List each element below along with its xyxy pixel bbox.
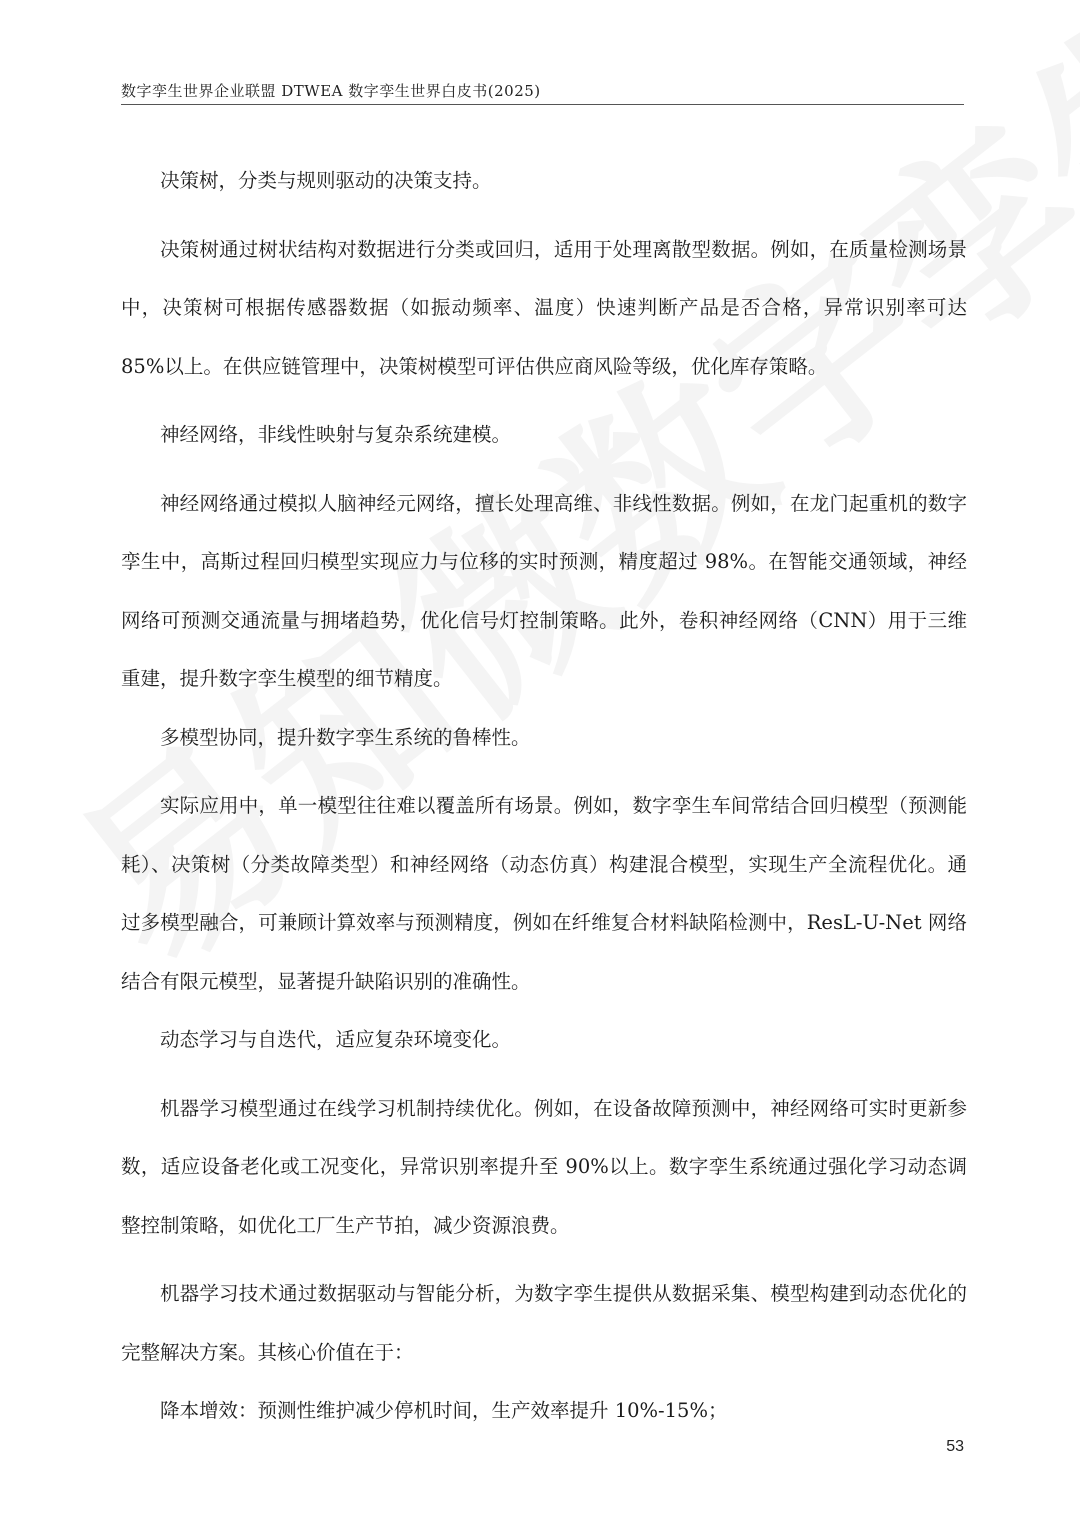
paragraph-neural-network: 神经网络通过模拟人脑神经元网络，擅长处理高维、非线性数据。例如，在龙门起重机的数字孪生中，高斯过程回归模型实现应力与位移的实时预测，精度超过 98%。在智能交通领域，神经网络可预测交通流量与拥堵趋势，优化信号灯控制策略。此外，卷积神经网络（CNN）用于三维重建，提升数字孪生模型的细节精度。 [121,491,967,690]
paragraph-dynamic-learning: 机器学习模型通过在线学习机制持续优化。例如，在设备故障预测中，神经网络可实时更新参数，适应设备老化或工况变化，异常识别率提升至 90%以上。数字孪生系统通过强化学习动态调整控制策略，如优化工厂生产节拍，减少资源浪费。 [121,1096,967,1237]
paragraph-summary: 机器学习技术通过数据驱动与智能分析，为数字孪生提供从数据采集、模型构建到动态优化的完整解决方案。其核心价值在于： [121,1282,967,1364]
heading-decision-tree: 决策树，分类与规则驱动的决策支持。 [160,169,492,192]
heading-multi-model: 多模型协同，提升数字孪生系统的鲁棒性。 [160,725,531,749]
header-divider [121,104,964,105]
paragraph-decision-tree: 决策树通过树状结构对数据进行分类或回归，适用于处理离散型数据。例如，在质量检测场景中，决策树可根据传感器数据（如振动频率、温度）快速判断产品是否合格，异常识别率可达 85%以上。在供应链管理中，决策树模型可评估供应商风险等级，优化库存策略。 [121,237,967,378]
heading-neural-network: 神经网络，非线性映射与复杂系统建模。 [160,423,512,446]
body-content [121,152,967,1441]
header-title: 数字孪生世界企业联盟 DTWEA 数字孪生世界白皮书(2025) [121,82,541,100]
heading-dynamic-learning: 动态学习与自迭代，适应复杂环境变化。 [160,1028,512,1051]
page-number: 53 [946,1438,964,1455]
paragraph-cost-efficiency: 降本增效：预测性维护减少停机时间，生产效率提升 10%-15%； [160,1399,728,1422]
paragraph-multi-model: 实际应用中，单一模型往往难以覆盖所有场景。例如，数字孪生车间常结合回归模型（预测能耗）、决策树（分类故障类型）和神经网络（动态仿真）构建混合模型，实现生产全流程优化。通过多模型融合，可兼顾计算效率与预测精度，例如在纤维复合材料缺陷检测中，ResL-U-Net 网络结合有限元模型，显著提升缺陷识别的准确性。 [121,794,967,993]
